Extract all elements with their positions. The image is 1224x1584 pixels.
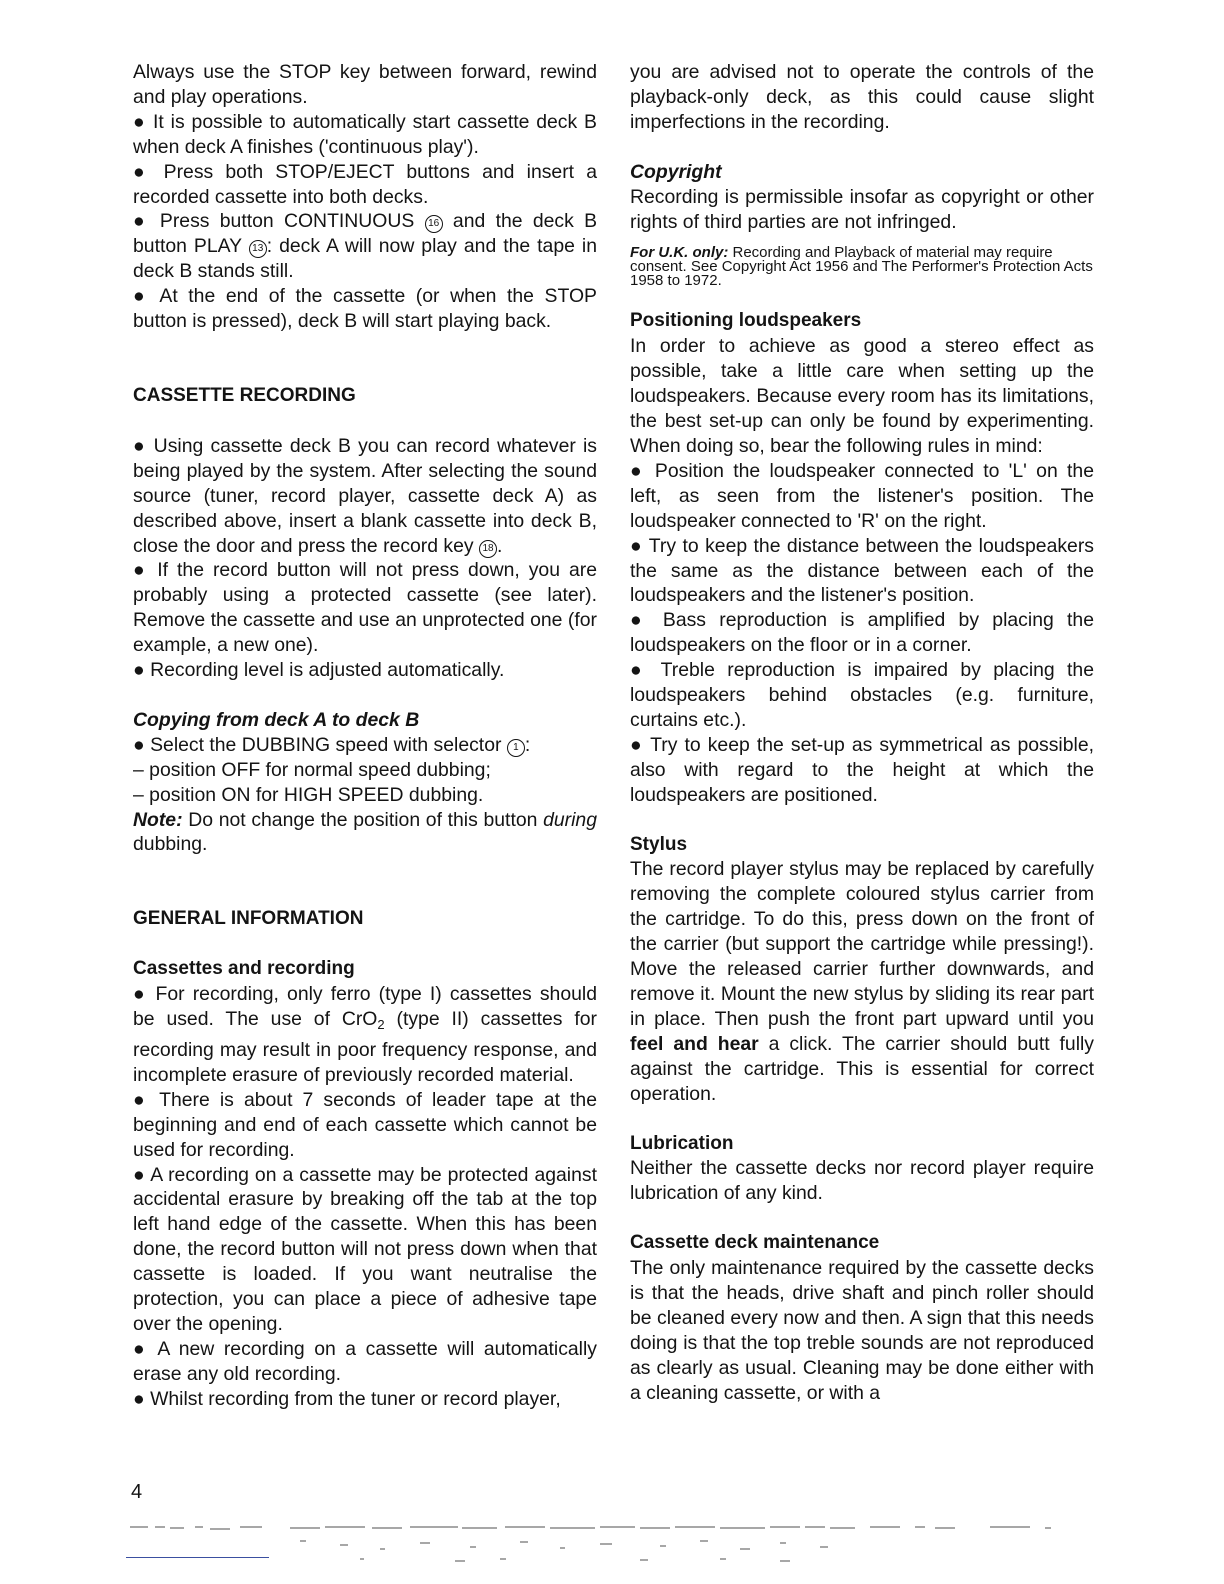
- text-run: (type II) cassettes for recording may result in poor frequency response, and incomplete erasure of previously recorded material.: [133, 1008, 597, 1086]
- text-run: Do not change the position of this button: [182, 808, 544, 831]
- text-run: : deck A will now play and the tape in deck B stands still.: [133, 235, 597, 283]
- sub-heading-copyright: Copyright: [630, 160, 722, 183]
- positioning-item: ● Bass reproduction is amplified by placing the loudspeakers on the floor or in a corner.: [630, 609, 1094, 657]
- positioning-item: ● Treble reproduction is impaired by placing the loudspeakers behind obstacles (e.g. furniture, curtains etc.).: [630, 659, 1094, 731]
- uk-notice: [630, 246, 1094, 288]
- copying-item: – position OFF for normal speed dubbing;: [133, 758, 491, 781]
- lubrication-text: Neither the cassette decks nor record player require lubrication of any kind.: [630, 1157, 1094, 1205]
- copying-item: [133, 733, 597, 758]
- text-run: ● Using cassette deck B you can record whatever is being played by the system. After selecting the sound source (tuner, record player, cassette deck A) as described above, insert a blank cassette into deck B, close the door and press the record key: [133, 434, 597, 557]
- text-run: The record player stylus may be replaced by carefully removing the complete coloured stylus carrier from the cartridge. To do this, press down on the front of the carrier (but support the cartridge while pressing!). Move the released carrier further downwards, and remove it. Mount the new stylus by sliding its rear part in place. Then push the front part upward until you: [630, 858, 1094, 1030]
- text-run: ● For recording, only ferro (type I) cassettes should be used. The use of CrO: [133, 983, 597, 1031]
- control-number-badge: 13: [249, 240, 267, 258]
- sub-heading-lubrication: Lubrication: [630, 1132, 734, 1154]
- text-run: and the deck B button PLAY: [133, 210, 597, 258]
- general-item: ● A recording on a cassette may be protected against accidental erasure by breaking off the tab at the top left hand edge of the cassette. When this has been done, the record button will not press down when that cassette is loaded. If you want neutralise the protection, you can place a piece of adhesive tape over the opening.: [133, 1163, 597, 1335]
- maintenance-text: The only maintenance required by the cassette decks is that the heads, drive shaft and pinch roller should be cleaned every now and then. A sign that this needs doing is that the top treble sounds are not reproduced as clearly as usual. Cleaning may be done either with a cleaning cassette, or with a: [630, 1257, 1094, 1404]
- general-item: ● Whilst recording from the tuner or record player,: [133, 1387, 561, 1410]
- text-run: ● Select the DUBBING speed with selector: [133, 733, 507, 756]
- page-number: 4: [131, 1481, 143, 1503]
- section-heading-general-information: GENERAL INFORMATION: [133, 908, 364, 930]
- intro-text: Always use the STOP key between forward, rewind and play operations.: [133, 61, 597, 108]
- positioning-item: ● Try to keep the set-up as symmetrical as possible, also with regard to the height at which the loudspeakers are positioned.: [630, 733, 1094, 806]
- text-run: Recording and Playback of material may require consent. See Copyright Act 1956 and The Performer's Protection Acts 1958 to 1972.: [630, 244, 1093, 290]
- continuous-play-item: ● Press both STOP/EJECT buttons and insert a recorded cassette into both decks.: [133, 160, 597, 208]
- sub-heading-stylus: Stylus: [630, 833, 688, 855]
- text-run: :: [524, 733, 531, 756]
- scan-artifacts: [0, 1515, 1224, 1575]
- control-number-badge: 1: [507, 739, 525, 757]
- copyright-text: Recording is permissible insofar as copyright or other rights of third parties are not infringed.: [630, 185, 1094, 233]
- continuation-text: you are advised not to operate the controls of the playback-only deck, as this could cause slight imperfections in the recording.: [630, 61, 1094, 133]
- stylus-text: [630, 857, 1094, 1106]
- footer-rule: [126, 1557, 269, 1558]
- section-heading-cassette-recording: CASSETTE RECORDING: [133, 384, 356, 406]
- text-run: dubbing.: [133, 833, 208, 856]
- uk-notice-label: For U.K. only:: [630, 244, 729, 262]
- recording-item: [133, 434, 597, 559]
- general-item: ● A new recording on a cassette will automatically erase any old recording.: [133, 1337, 597, 1385]
- subscript: 2: [377, 1017, 385, 1033]
- control-number-badge: 16: [425, 215, 443, 233]
- continuous-play-item: ● It is possible to automatically start cassette deck B when deck A finishes ('continuous play').: [133, 110, 597, 158]
- right-column: [630, 60, 1094, 1406]
- sub-heading-cassettes-recording: Cassettes and recording: [133, 958, 355, 980]
- bold-text: feel and hear: [630, 1032, 759, 1055]
- control-number-badge: 18: [479, 540, 497, 558]
- positioning-item: In order to achieve as good a stereo effect as possible, take a little care when setting up the loudspeakers. Because every room has its limitations, the best set-up can only be found by experimenting. When doing so, bear the following rules in mind:: [630, 335, 1094, 457]
- recording-item: ● If the record button will not press down, you are probably using a protected cassette (see later). Remove the cassette and use an unprotected one (for example, a new one).: [133, 559, 597, 657]
- general-item: ● There is about 7 seconds of leader tape at the beginning and end of each cassette which cannot be used for recording.: [133, 1088, 597, 1161]
- positioning-item: ● Position the loudspeaker connected to 'L' on the left, as seen from the listener's position. The loudspeaker connected to 'R' on the right.: [630, 459, 1094, 532]
- note-paragraph: [133, 808, 597, 858]
- sub-heading-maintenance: Cassette deck maintenance: [630, 1232, 880, 1254]
- sub-heading-positioning: Positioning loudspeakers: [630, 310, 862, 332]
- positioning-item: ● Try to keep the distance between the loudspeakers the same as the distance between each of the loudspeakers and the listener's position.: [630, 534, 1094, 607]
- recording-item: ● Recording level is adjusted automatically.: [133, 659, 505, 682]
- sub-heading-copying: Copying from deck A to deck B: [133, 708, 420, 731]
- continuous-play-item: ● At the end of the cassette (or when the STOP button is pressed), deck B will start playing back.: [133, 285, 597, 333]
- note-label: Note:: [133, 808, 183, 831]
- general-item: [133, 982, 597, 1088]
- text-run: ● Press button CONTINUOUS: [133, 210, 425, 233]
- copying-item: – position ON for HIGH SPEED dubbing.: [133, 783, 484, 806]
- text-run: a click. The carrier should butt fully against the cartridge. This is essential for correct operation.: [630, 1032, 1095, 1105]
- continuous-play-item: [133, 209, 597, 284]
- emphasis-text: during: [543, 808, 597, 831]
- left-column: [133, 60, 597, 1412]
- text-run: .: [497, 534, 503, 557]
